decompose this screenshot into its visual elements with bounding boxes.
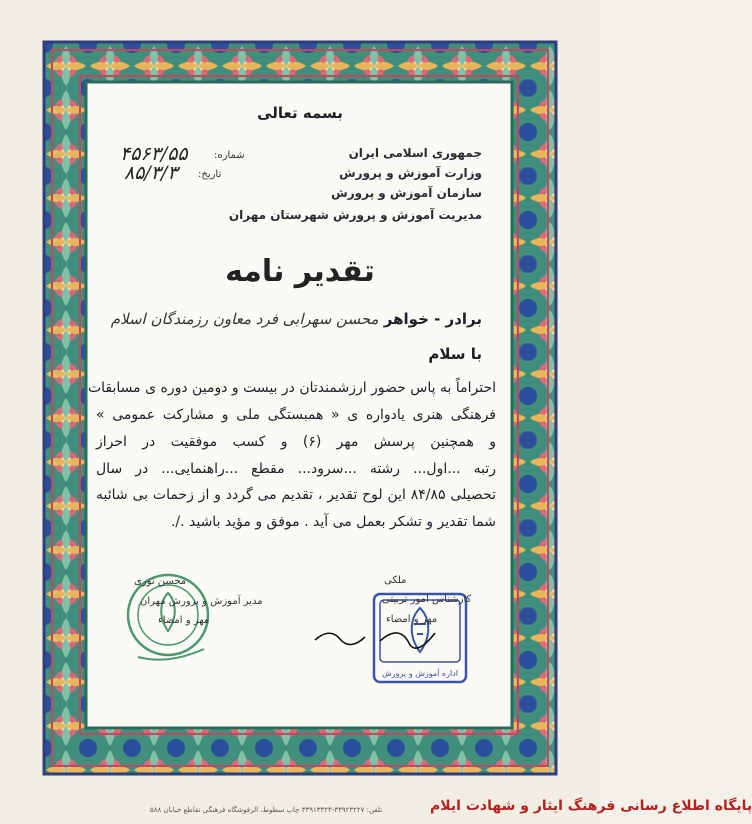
signatory-left-stamp-label: مهر و امضاء	[158, 615, 210, 626]
recipient-prefix: برادر - خواهر	[383, 310, 482, 328]
signatory-left-title: مدیر آموزش و پرورش مهران	[140, 596, 263, 607]
body-line-5: تحصیلی ۸۴/۸۵ این لوح تقدیر ، تقدیم می گردد و از زحمات بی شائبه	[96, 487, 496, 503]
reference-date-value: ۸۵/۳/۳	[124, 162, 178, 184]
body-line-1: احتراماً به پاس حضور ارزشمندتان در بیست و دومین دوره ی مسابقات	[87, 380, 496, 396]
site-watermark: پایگاه اطلاع رسانی فرهنگ ایثار و شهادت ایلام	[430, 798, 752, 814]
signatory-right-title: کارشناس امور تربیتی	[382, 594, 472, 605]
reference-date-label: تاریخ:	[198, 169, 222, 180]
greeting: با سلام	[428, 345, 482, 363]
certificate-title: تقدیر نامه	[225, 254, 375, 289]
body-line-6: شما تقدیر و تشکر بعمل می آید . موفق و مؤید باشید ./.	[170, 514, 496, 530]
header-country: جمهوری اسلامی ایران	[348, 146, 482, 160]
signatory-left-name: محسن نوری	[134, 576, 187, 587]
body-line-2: فرهنگی هنری یادواره ی « همبستگی ملی و مشارکت عمومی »	[96, 407, 496, 423]
reference-number-label: شماره:	[214, 150, 245, 161]
body-line-3: و همچنین پرسش مهر (۶) و کسب موفقیت در احراز	[96, 434, 496, 450]
reference-number-value: ۴۵۶۳/۵۵	[120, 143, 188, 165]
body-line-4: رتبه ...اول... رشته ...سرود... مقطع ...راهنمایی... در سال	[96, 461, 496, 477]
header-ministry: وزارت آموزش و پرورش	[339, 166, 482, 180]
signatory-right-name: ملکی	[384, 575, 407, 586]
printer-footer: تلفن: ۳۳۹۲۳۲۲۷-۳۳۹۱۳۳۲۴ چاپ سطوط، الرفوشگاه فرهنگی تقاطع خیابان ۵۸۸	[150, 806, 383, 814]
signatory-right-stamp-label: مهر و امضاء	[386, 614, 438, 625]
recipient-line	[111, 310, 482, 328]
stamp-caption: اداره آموزش و پرورش	[382, 669, 458, 678]
header-directorate: مدیریت آموزش و پرورش شهرستان مهران	[228, 208, 482, 222]
header-organization: سازمان آموزش و پرورش	[331, 186, 482, 200]
basmala: بسمه تعالی	[257, 104, 343, 122]
recipient-name: محسن سهرابی فرد معاون رزمندگان اسلام	[110, 310, 379, 328]
